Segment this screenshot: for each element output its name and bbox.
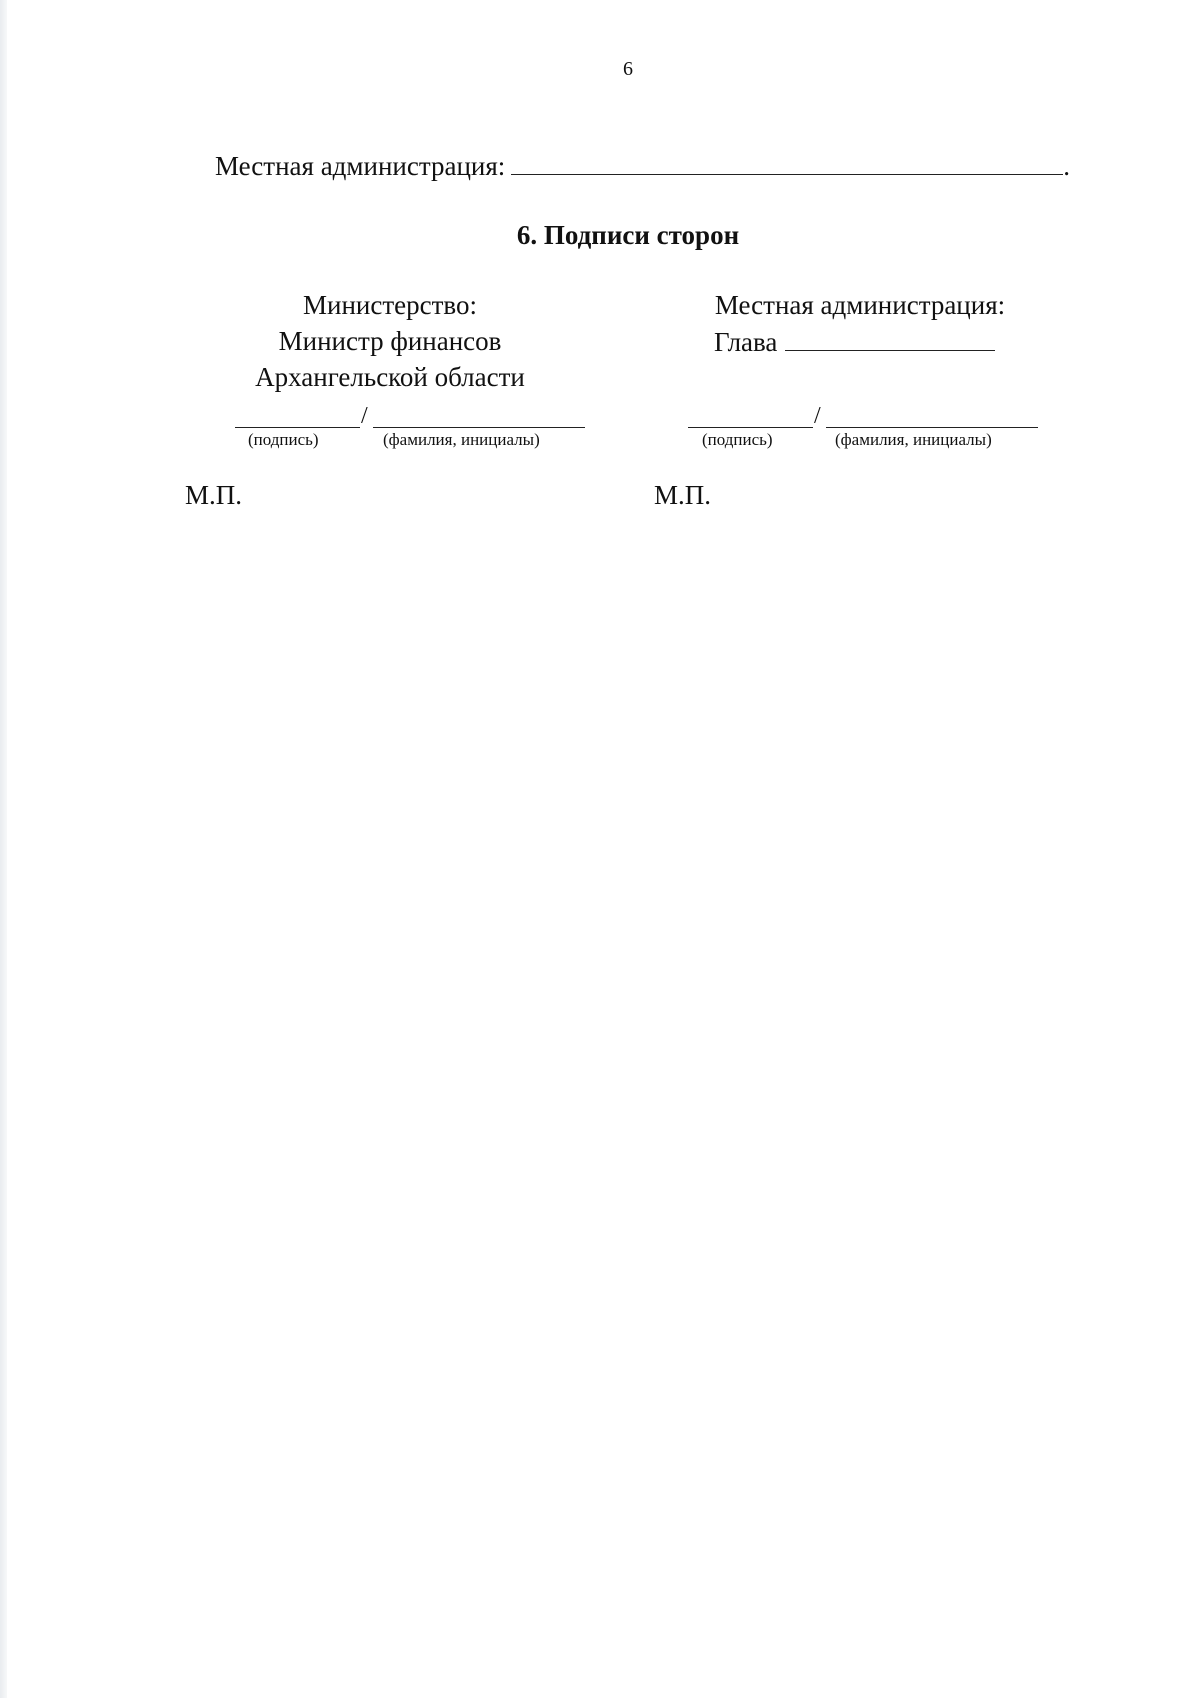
local-administration-end-punct: . xyxy=(1063,151,1071,181)
left-party-line3: Архангельской области xyxy=(255,362,525,392)
right-stamp-label: М.П. xyxy=(654,480,712,510)
section-title: 6. Подписи сторон xyxy=(516,220,740,250)
left-party-line1: Министерство: xyxy=(303,290,477,320)
local-administration-blank xyxy=(511,150,1063,175)
right-signature-slash: / xyxy=(814,403,821,429)
page-number: 6 xyxy=(623,58,633,80)
scan-page-edge xyxy=(0,0,7,1698)
local-administration-line xyxy=(215,150,1070,182)
right-signature-line xyxy=(688,398,1038,428)
left-signature-line xyxy=(235,398,585,428)
right-name-blank xyxy=(826,426,1038,428)
right-party-line1: Местная администрация: xyxy=(714,290,1006,320)
right-party-head-label: Глава xyxy=(714,327,778,357)
left-signature-caption: (подпись) xyxy=(248,430,319,449)
left-signature-slash: / xyxy=(361,403,368,429)
local-administration-label: Местная администрация: xyxy=(215,151,506,181)
right-party-line2 xyxy=(714,326,995,358)
left-signature-blank xyxy=(235,426,360,428)
right-signature-blank xyxy=(688,426,813,428)
left-name-blank xyxy=(373,426,585,428)
right-party-head-blank xyxy=(785,326,995,351)
left-stamp-label: М.П. xyxy=(185,480,243,510)
left-name-caption: (фамилия, инициалы) xyxy=(383,430,540,449)
right-signature-caption: (подпись) xyxy=(702,430,773,449)
left-party-line2: Министр финансов xyxy=(278,326,502,356)
right-name-caption: (фамилия, инициалы) xyxy=(835,430,992,449)
